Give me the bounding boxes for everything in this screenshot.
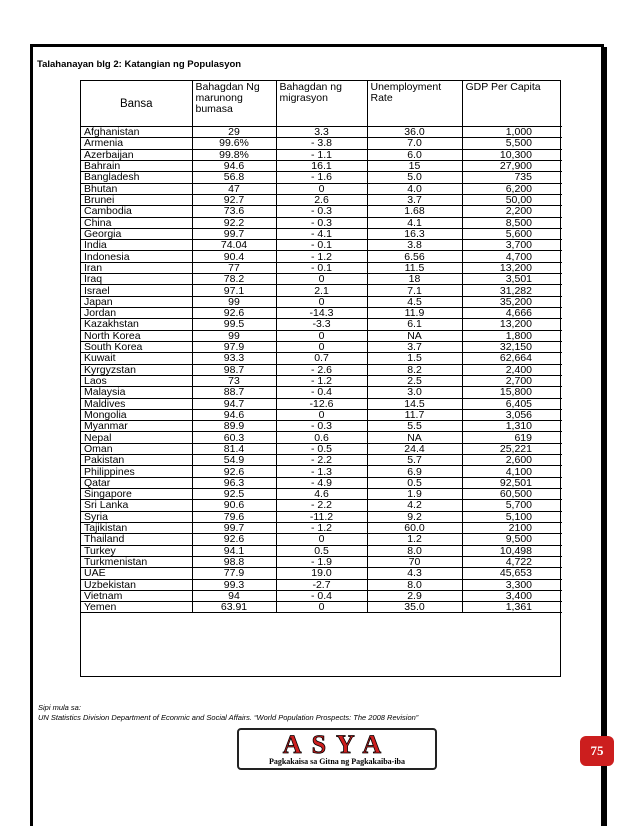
cell-migration: - 0.5 [276, 443, 367, 454]
cell-migration: 19.0 [276, 568, 367, 579]
table-row [81, 341, 562, 352]
cell-literacy: 97.1 [192, 285, 276, 296]
cell-literacy: 78.2 [192, 274, 276, 285]
cell-unemployment: 24.4 [367, 443, 462, 454]
cell-unemployment: 2.5 [367, 375, 462, 386]
cell-country: Georgia [81, 228, 192, 239]
cell-gdp: 4,700 [462, 251, 562, 262]
cell-literacy: 79.6 [192, 511, 276, 522]
cell-migration: - 1.1 [276, 149, 367, 160]
cell-literacy: 94.7 [192, 398, 276, 409]
cell-migration: 0 [276, 409, 367, 420]
cell-unemployment: 36.0 [367, 127, 462, 138]
table-row [81, 421, 562, 432]
cell-migration: - 2.2 [276, 455, 367, 466]
table-row [81, 251, 562, 262]
cell-country: North Korea [81, 330, 192, 341]
cell-literacy: 92.6 [192, 308, 276, 319]
cell-migration: - 4.1 [276, 228, 367, 239]
cell-gdp: 50,00 [462, 194, 562, 205]
cell-country: Jordan [81, 308, 192, 319]
cell-literacy: 29 [192, 127, 276, 138]
cell-literacy: 77.9 [192, 568, 276, 579]
cell-migration: 2.6 [276, 194, 367, 205]
cell-migration: 4.6 [276, 489, 367, 500]
cell-migration: 0 [276, 330, 367, 341]
cell-unemployment: 16.3 [367, 228, 462, 239]
cell-migration: - 3.8 [276, 138, 367, 149]
cell-country: Syria [81, 511, 192, 522]
cell-gdp: 2,200 [462, 206, 562, 217]
cell-unemployment: 4.1 [367, 217, 462, 228]
cell-literacy: 92.6 [192, 466, 276, 477]
table-row [81, 285, 562, 296]
cell-unemployment: 5.7 [367, 455, 462, 466]
table-row [81, 534, 562, 545]
cell-country: Maldives [81, 398, 192, 409]
table-row [81, 217, 562, 228]
cell-country: Yemen [81, 602, 192, 613]
cell-migration: -11.2 [276, 511, 367, 522]
cell-unemployment: 1.5 [367, 353, 462, 364]
cell-country: China [81, 217, 192, 228]
asya-logo-word [247, 732, 427, 756]
table-row [81, 443, 562, 454]
table-row [81, 387, 562, 398]
cell-country: Pakistan [81, 455, 192, 466]
cell-country: Kyrgyzstan [81, 364, 192, 375]
cell-gdp: 4,722 [462, 556, 562, 567]
cell-literacy: 88.7 [192, 387, 276, 398]
cell-gdp: 1,361 [462, 602, 562, 613]
cell-migration: -2.7 [276, 579, 367, 590]
cell-unemployment: 60.0 [367, 522, 462, 533]
cell-gdp: 10,498 [462, 545, 562, 556]
cell-gdp: 35,200 [462, 296, 562, 307]
cell-literacy: 92.7 [192, 194, 276, 205]
table-row [81, 262, 562, 273]
table-row [81, 568, 562, 579]
table-row [81, 308, 562, 319]
cell-migration: 2.1 [276, 285, 367, 296]
cell-country: Philippines [81, 466, 192, 477]
table-row [81, 319, 562, 330]
table-body [81, 127, 562, 613]
table-row [81, 127, 562, 138]
cell-gdp: 10,300 [462, 149, 562, 160]
cell-unemployment: 1.68 [367, 206, 462, 217]
cell-gdp: 2,700 [462, 375, 562, 386]
cell-literacy: 94 [192, 590, 276, 601]
cell-gdp: 62,664 [462, 353, 562, 364]
cell-country: Brunei [81, 194, 192, 205]
cell-country: Tajikistan [81, 522, 192, 533]
cell-literacy: 73 [192, 375, 276, 386]
cell-country: Qatar [81, 477, 192, 488]
cell-country: South Korea [81, 341, 192, 352]
cell-migration: - 1.2 [276, 375, 367, 386]
cell-gdp: 5,100 [462, 511, 562, 522]
cell-gdp: 31,282 [462, 285, 562, 296]
table-row [81, 500, 562, 511]
cell-migration: 0 [276, 296, 367, 307]
cell-migration: 0 [276, 341, 367, 352]
cell-unemployment: 3.8 [367, 240, 462, 251]
cell-migration: 0.5 [276, 545, 367, 556]
table-row [81, 228, 562, 239]
cell-literacy: 63.91 [192, 602, 276, 613]
table-row [81, 590, 562, 601]
table-row [81, 296, 562, 307]
cell-country: Oman [81, 443, 192, 454]
cell-migration: - 0.4 [276, 387, 367, 398]
cell-migration: - 0.4 [276, 590, 367, 601]
cell-gdp: 3,400 [462, 590, 562, 601]
cell-migration: 0 [276, 183, 367, 194]
cell-literacy: 98.8 [192, 556, 276, 567]
cell-literacy: 77 [192, 262, 276, 273]
cell-unemployment: 70 [367, 556, 462, 567]
cell-unemployment: 3.7 [367, 341, 462, 352]
cell-literacy: 99.7 [192, 228, 276, 239]
cell-literacy: 90.4 [192, 251, 276, 262]
cell-unemployment: 5.0 [367, 172, 462, 183]
cell-unemployment: 11.9 [367, 308, 462, 319]
table-row [81, 602, 562, 613]
cell-literacy: 90.6 [192, 500, 276, 511]
cell-literacy: 94.6 [192, 160, 276, 171]
header-literacy: Bahagdan Ng marunong bumasa [192, 81, 276, 127]
table-row [81, 398, 562, 409]
cell-unemployment: 5.5 [367, 421, 462, 432]
cell-gdp: 45,653 [462, 568, 562, 579]
cell-literacy: 99 [192, 330, 276, 341]
table-row [81, 432, 562, 443]
cell-migration: - 1.3 [276, 466, 367, 477]
cell-literacy: 94.6 [192, 409, 276, 420]
cell-gdp: 60,500 [462, 489, 562, 500]
cell-gdp: 5,600 [462, 228, 562, 239]
cell-unemployment: 15 [367, 160, 462, 171]
cell-gdp: 3,700 [462, 240, 562, 251]
cell-country: Armenia [81, 138, 192, 149]
table-row [81, 409, 562, 420]
source-text: UN Statistics Division Department of Econmic and Social Affairs. “World Population Prospects: The 2008 Revision” [38, 713, 419, 722]
cell-literacy: 99.5 [192, 319, 276, 330]
header-migration: Bahagdan ng migrasyon [276, 81, 367, 127]
cell-country: Vietnam [81, 590, 192, 601]
cell-gdp: 2100 [462, 522, 562, 533]
cell-unemployment: 11.5 [367, 262, 462, 273]
cell-unemployment: 7.0 [367, 138, 462, 149]
cell-gdp: 2,600 [462, 455, 562, 466]
cell-migration: - 0.1 [276, 262, 367, 273]
cell-country: Cambodia [81, 206, 192, 217]
cell-literacy: 93.3 [192, 353, 276, 364]
cell-literacy: 92.2 [192, 217, 276, 228]
table-row [81, 330, 562, 341]
cell-unemployment: 6.9 [367, 466, 462, 477]
cell-migration: - 2.6 [276, 364, 367, 375]
table-row [81, 556, 562, 567]
cell-country: Bhutan [81, 183, 192, 194]
cell-unemployment: 8.0 [367, 579, 462, 590]
cell-literacy: 94.1 [192, 545, 276, 556]
cell-migration: -3.3 [276, 319, 367, 330]
table-row [81, 545, 562, 556]
cell-migration: - 0.3 [276, 217, 367, 228]
cell-literacy: 99.3 [192, 579, 276, 590]
cell-unemployment: 4.2 [367, 500, 462, 511]
cell-gdp: 735 [462, 172, 562, 183]
table-header-row [81, 81, 562, 127]
cell-country: Uzbekistan [81, 579, 192, 590]
table-row [81, 466, 562, 477]
cell-gdp: 4,666 [462, 308, 562, 319]
cell-literacy: 92.6 [192, 534, 276, 545]
cell-literacy: 54.9 [192, 455, 276, 466]
table-row [81, 149, 562, 160]
cell-gdp: 32,150 [462, 341, 562, 352]
page-number-badge: 75 [580, 736, 614, 766]
cell-unemployment: 18 [367, 274, 462, 285]
cell-gdp: 4,100 [462, 466, 562, 477]
table-row [81, 364, 562, 375]
cell-migration: 0.7 [276, 353, 367, 364]
cell-unemployment: 4.5 [367, 296, 462, 307]
cell-gdp: 1,000 [462, 127, 562, 138]
cell-migration: - 1.2 [276, 251, 367, 262]
cell-literacy: 92.5 [192, 489, 276, 500]
cell-migration: 0.6 [276, 432, 367, 443]
cell-migration: -12.6 [276, 398, 367, 409]
cell-gdp: 1,800 [462, 330, 562, 341]
table-row [81, 194, 562, 205]
cell-migration: 0 [276, 534, 367, 545]
cell-gdp: 9,500 [462, 534, 562, 545]
cell-country: Nepal [81, 432, 192, 443]
table-row [81, 138, 562, 149]
cell-migration: - 0.3 [276, 206, 367, 217]
cell-unemployment: 2.9 [367, 590, 462, 601]
cell-gdp: 13,200 [462, 262, 562, 273]
cell-gdp: 619 [462, 432, 562, 443]
cell-literacy: 98.7 [192, 364, 276, 375]
cell-literacy: 96.3 [192, 477, 276, 488]
cell-country: Turkey [81, 545, 192, 556]
table-row [81, 353, 562, 364]
cell-unemployment: 11.7 [367, 409, 462, 420]
table-row [81, 375, 562, 386]
table-row [81, 579, 562, 590]
cell-migration: - 4.9 [276, 477, 367, 488]
asya-logo-tagline: Pagkakaisa sa Gitna ng Pagkakaiba-iba [268, 757, 406, 766]
population-table [81, 81, 562, 613]
asya-logo [237, 728, 437, 770]
cell-country: Thailand [81, 534, 192, 545]
header-bansa: Bansa [81, 81, 192, 127]
table-row [81, 183, 562, 194]
cell-unemployment: 7.1 [367, 285, 462, 296]
cell-country: UAE [81, 568, 192, 579]
cell-migration: 0 [276, 602, 367, 613]
cell-unemployment: 35.0 [367, 602, 462, 613]
cell-migration: 16.1 [276, 160, 367, 171]
cell-country: Malaysia [81, 387, 192, 398]
cell-unemployment: 3.0 [367, 387, 462, 398]
cell-migration: - 2.2 [276, 500, 367, 511]
cell-gdp: 3,300 [462, 579, 562, 590]
cell-unemployment: 1.2 [367, 534, 462, 545]
cell-country: Bahrain [81, 160, 192, 171]
cell-literacy: 74.04 [192, 240, 276, 251]
cell-unemployment: 6.56 [367, 251, 462, 262]
cell-migration: - 0.1 [276, 240, 367, 251]
cell-migration: - 1.6 [276, 172, 367, 183]
cell-literacy: 99.7 [192, 522, 276, 533]
cell-migration: 3.3 [276, 127, 367, 138]
cell-literacy: 56.8 [192, 172, 276, 183]
cell-literacy: 73.6 [192, 206, 276, 217]
header-unemployment: Unemployment Rate [367, 81, 462, 127]
cell-country: Singapore [81, 489, 192, 500]
cell-unemployment: 6.0 [367, 149, 462, 160]
cell-country: Israel [81, 285, 192, 296]
cell-country: Kuwait [81, 353, 192, 364]
cell-country: Iran [81, 262, 192, 273]
cell-literacy: 89.9 [192, 421, 276, 432]
cell-country: Laos [81, 375, 192, 386]
cell-migration: -14.3 [276, 308, 367, 319]
table-row [81, 206, 562, 217]
cell-gdp: 5,700 [462, 500, 562, 511]
cell-gdp: 2,400 [462, 364, 562, 375]
cell-migration: - 1.2 [276, 522, 367, 533]
cell-unemployment: 6.1 [367, 319, 462, 330]
cell-country: Bangladesh [81, 172, 192, 183]
cell-literacy: 99.8% [192, 149, 276, 160]
page-title: Talahanayan blg 2: Katangian ng Populasyon [37, 59, 242, 70]
cell-unemployment: NA [367, 330, 462, 341]
cell-literacy: 97.9 [192, 341, 276, 352]
cell-gdp: 8,500 [462, 217, 562, 228]
population-table-container [80, 80, 561, 677]
cell-literacy: 60.3 [192, 432, 276, 443]
cell-unemployment: 1.9 [367, 489, 462, 500]
cell-country: Myanmar [81, 421, 192, 432]
cell-gdp: 3,056 [462, 409, 562, 420]
cell-country: Mongolia [81, 409, 192, 420]
cell-country: Sri Lanka [81, 500, 192, 511]
cell-gdp: 92,501 [462, 477, 562, 488]
cell-gdp: 27,900 [462, 160, 562, 171]
cell-country: Azerbaijan [81, 149, 192, 160]
table-row [81, 477, 562, 488]
cell-unemployment: 0.5 [367, 477, 462, 488]
cell-migration: - 0.3 [276, 421, 367, 432]
cell-migration: - 1.9 [276, 556, 367, 567]
cell-gdp: 6,405 [462, 398, 562, 409]
header-gdp: GDP Per Capita [462, 81, 562, 127]
cell-country: Iraq [81, 274, 192, 285]
cell-migration: 0 [276, 274, 367, 285]
cell-unemployment: 14.5 [367, 398, 462, 409]
cell-unemployment: 9.2 [367, 511, 462, 522]
cell-gdp: 13,200 [462, 319, 562, 330]
cell-literacy: 99.6% [192, 138, 276, 149]
table-row [81, 511, 562, 522]
cell-literacy: 47 [192, 183, 276, 194]
table-row [81, 160, 562, 171]
cell-unemployment: 3.7 [367, 194, 462, 205]
cell-literacy: 99 [192, 296, 276, 307]
table-row [81, 240, 562, 251]
source-label: Sipi mula sa: [38, 703, 81, 712]
cell-unemployment: 4.0 [367, 183, 462, 194]
cell-literacy: 81.4 [192, 443, 276, 454]
cell-gdp: 5,500 [462, 138, 562, 149]
table-row [81, 274, 562, 285]
cell-unemployment: 4.3 [367, 568, 462, 579]
cell-gdp: 1,310 [462, 421, 562, 432]
source-citation [38, 703, 418, 723]
cell-gdp: 6,200 [462, 183, 562, 194]
table-row [81, 172, 562, 183]
cell-gdp: 15,800 [462, 387, 562, 398]
asya-logo-text: ASYA [282, 732, 392, 756]
cell-country: Kazakhstan [81, 319, 192, 330]
cell-country: India [81, 240, 192, 251]
cell-unemployment: 8.0 [367, 545, 462, 556]
cell-unemployment: NA [367, 432, 462, 443]
cell-country: Turkmenistan [81, 556, 192, 567]
table-row [81, 489, 562, 500]
cell-gdp: 25,221 [462, 443, 562, 454]
cell-unemployment: 8.2 [367, 364, 462, 375]
cell-country: Indonesia [81, 251, 192, 262]
cell-gdp: 3,501 [462, 274, 562, 285]
cell-country: Afghanistan [81, 127, 192, 138]
table-row [81, 455, 562, 466]
cell-country: Japan [81, 296, 192, 307]
table-row [81, 522, 562, 533]
